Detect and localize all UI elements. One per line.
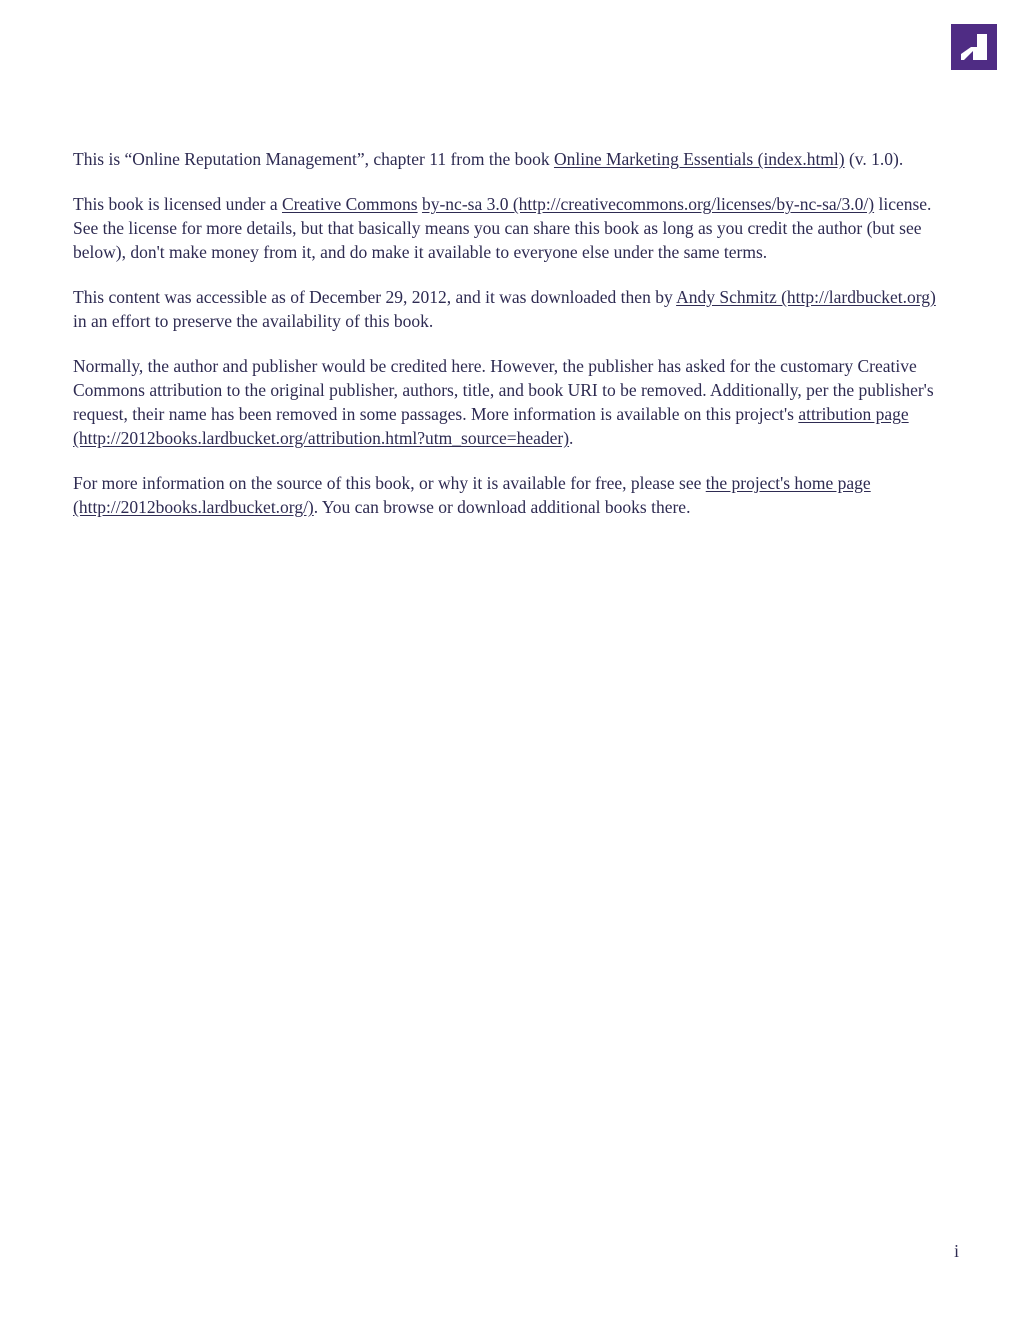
- text-run: This book is licensed under a: [73, 194, 282, 214]
- by-nc-sa-license-link[interactable]: by-nc-sa 3.0 (http://creativecommons.org/licenses/by-nc-sa/3.0/): [421, 194, 875, 214]
- book-index-link[interactable]: Online Marketing Essentials (index.html): [553, 149, 845, 169]
- text-run: license. See the license for more details, but that basically means you can share this book as long as you credit the author (but see below), don't make money from it, and do make it available to everyone else under the same terms.: [73, 194, 932, 262]
- attribution-page-link[interactable]: attribution page (http://2012books.lardbucket.org/attribution.html?utm_source=header): [73, 404, 909, 448]
- text-run: For more information on the source of this book, or why it is available for free, please see: [73, 473, 706, 493]
- project-home-page-link[interactable]: the project's home page (http://2012books.lardbucket.org/): [73, 473, 871, 517]
- paragraph-intro: [73, 147, 949, 171]
- text-run: .: [569, 428, 574, 448]
- text-run: . You can browse or download additional books there.: [313, 497, 691, 517]
- lardbucket-logo[interactable]: [951, 24, 997, 70]
- text-run: Normally, the author and publisher would be credited here. However, the publisher has asked for the customary Creative Commons attribution to the original publisher, authors, title, and book URI to be removed. Additionally, per the publisher's request, their name has been removed in some passages. More information is available on this project's: [73, 356, 934, 424]
- text-run: in an effort to preserve the availability of this book.: [73, 311, 434, 331]
- text-run: This is “Online Reputation Management”, chapter 11 from the book: [73, 149, 554, 169]
- paragraph-more-info: [73, 471, 949, 519]
- lardbucket-logo-icon: [951, 24, 997, 70]
- paragraph-attribution: [73, 354, 949, 450]
- creative-commons-link[interactable]: Creative Commons: [281, 194, 418, 214]
- page-number: i: [954, 1241, 959, 1261]
- andy-schmitz-link[interactable]: Andy Schmitz (http://lardbucket.org): [676, 287, 936, 307]
- text-run: This content was accessible as of December 29, 2012, and it was downloaded then by: [73, 287, 677, 307]
- document-content: [73, 147, 949, 540]
- text-run: (v. 1.0).: [844, 149, 904, 169]
- paragraph-accessibility: [73, 285, 949, 333]
- paragraph-license: [73, 192, 949, 264]
